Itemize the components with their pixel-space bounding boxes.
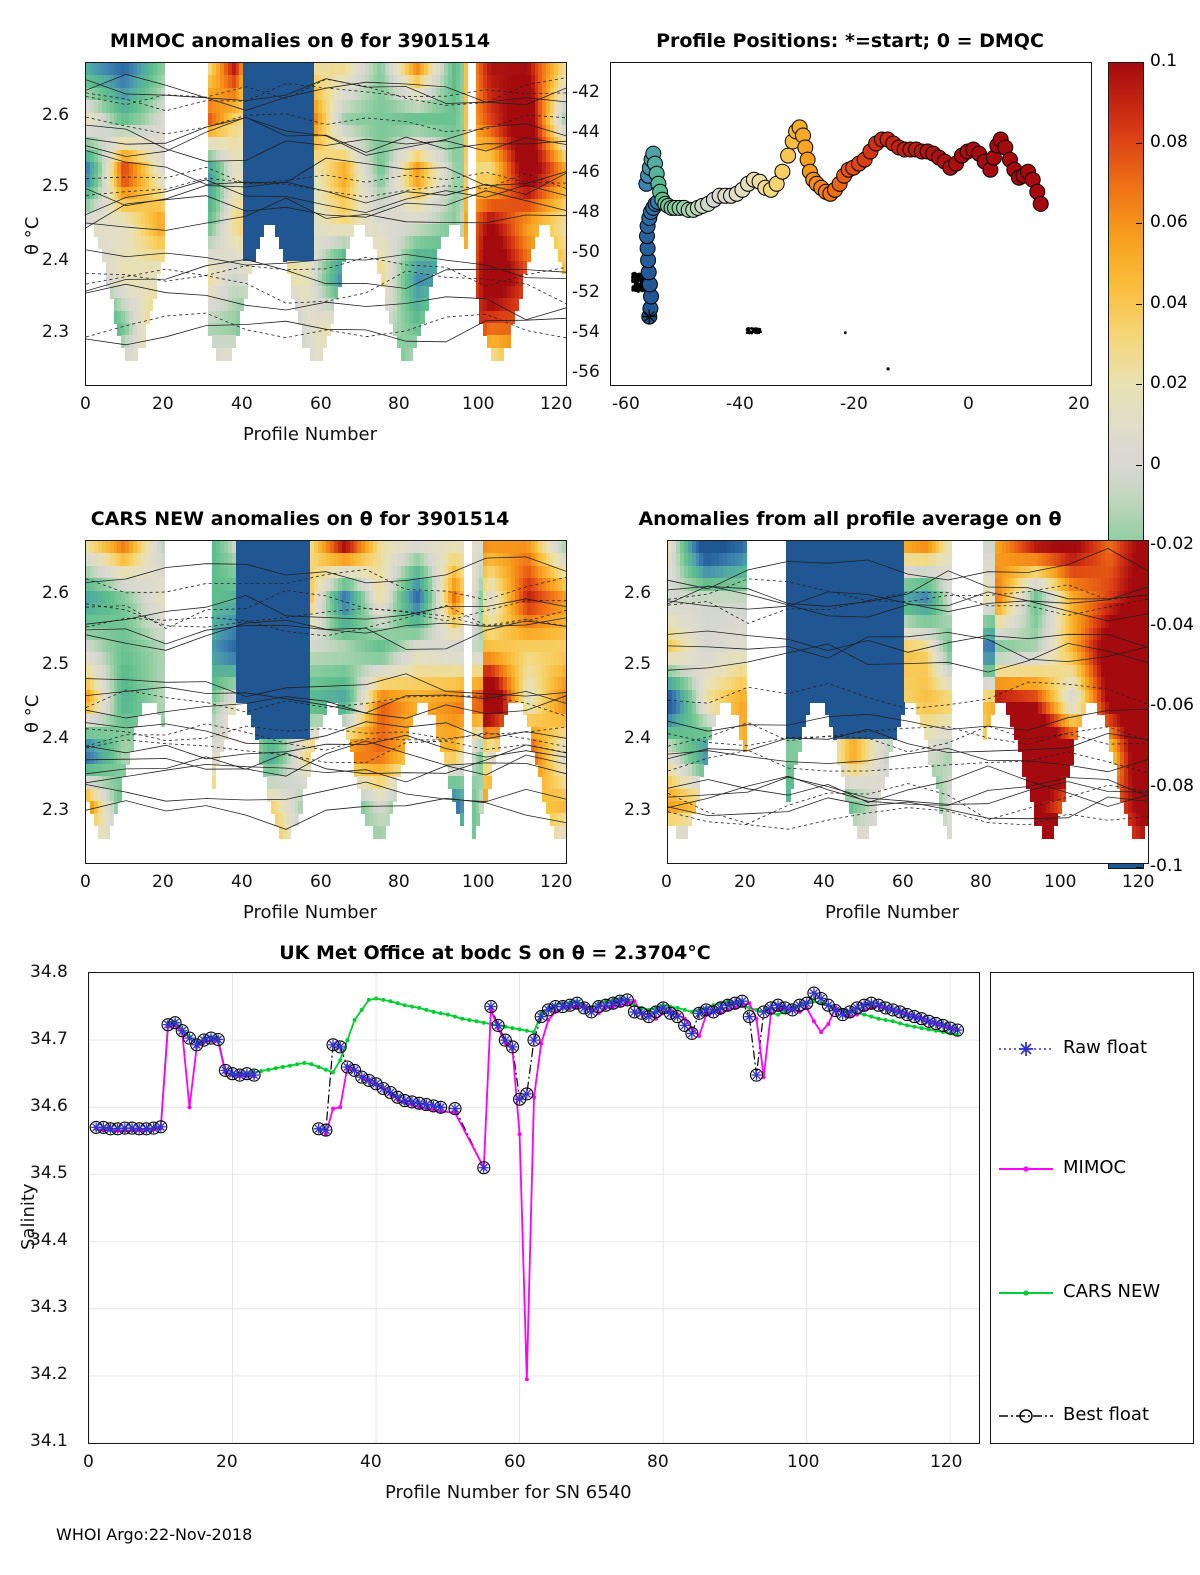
salinity-ytick-34.1: 34.1 — [30, 1431, 68, 1451]
colorbar-tick-9: -0.08 — [1150, 775, 1194, 796]
mimoc-ytick-2.5: 2.5 — [42, 176, 70, 196]
cars-xtick-100: 100 — [462, 872, 495, 892]
salinity-xtick-20: 20 — [216, 1452, 238, 1472]
legend-label-mimoc: MIMOC — [1063, 1157, 1127, 1178]
mimoc-title: MIMOC anomalies on θ for 3901514 — [109, 30, 491, 52]
positions-ytick--54: -54 — [572, 322, 600, 342]
mimoc-xtick-0: 0 — [80, 394, 91, 414]
mimoc-xtick-120: 120 — [540, 394, 573, 414]
colorbar-tick-0: 0.1 — [1150, 51, 1178, 71]
panel-salinity-timeseries — [0, 930, 1200, 1530]
cars-xtick-0: 0 — [80, 872, 91, 892]
positions-xtick--60: -60 — [612, 394, 640, 414]
mimoc-axes — [85, 62, 567, 386]
allprofile-ytick-2.3: 2.3 — [624, 800, 652, 820]
salinity-ytick-34.2: 34.2 — [30, 1364, 68, 1384]
allprofile-xlabel: Profile Number — [825, 902, 959, 923]
cars-xlabel: Profile Number — [243, 902, 377, 923]
salinity-xtick-80: 80 — [647, 1452, 669, 1472]
salinity-xtick-40: 40 — [360, 1452, 382, 1472]
cars-ytick-2.5: 2.5 — [42, 654, 70, 674]
colorbar-tick-3: 0.04 — [1150, 292, 1188, 313]
positions-ytick--50: -50 — [572, 242, 600, 262]
positions-xtick-20: 20 — [1068, 394, 1090, 414]
colorbar-tick-5: 0 — [1150, 453, 1161, 474]
positions-xtick--40: -40 — [726, 394, 754, 414]
allprofile-ytick-2.5: 2.5 — [624, 654, 652, 674]
mimoc-xlabel: Profile Number — [243, 424, 377, 445]
panel-all-profile-average — [600, 470, 1155, 940]
allprofile-title: Anomalies from all profile average on θ — [638, 508, 1062, 530]
mimoc-ytick-2.4: 2.4 — [42, 250, 70, 270]
positions-ytick--46: -46 — [572, 162, 600, 182]
positions-ytick--44: -44 — [572, 122, 600, 142]
positions-title: Profile Positions: *=start; 0 = DMQC — [656, 30, 1044, 52]
allprofile-xtick-40: 40 — [813, 872, 835, 892]
positions-ytick--42: -42 — [572, 82, 600, 102]
mimoc-ytick-2.3: 2.3 — [42, 322, 70, 342]
footer-credit: WHOI Argo:22-Nov-2018 — [56, 1525, 253, 1544]
salinity-ylabel: Salinity — [18, 1183, 39, 1250]
allprofile-axes — [667, 540, 1149, 864]
positions-ytick--52: -52 — [572, 282, 600, 302]
mimoc-ylabel: θ °C — [22, 216, 43, 255]
panel-mimoc-anomalies — [0, 0, 600, 470]
cars-ytick-2.6: 2.6 — [42, 583, 70, 603]
salinity-xtick-100: 100 — [787, 1452, 820, 1472]
allprofile-xtick-0: 0 — [661, 872, 672, 892]
mimoc-xtick-80: 80 — [388, 394, 410, 414]
positions-ytick--56: -56 — [572, 362, 600, 382]
cars-xtick-20: 20 — [152, 872, 174, 892]
mimoc-xtick-100: 100 — [462, 394, 495, 414]
legend-sample-best-float — [999, 1410, 1053, 1422]
cars-xtick-120: 120 — [540, 872, 573, 892]
legend-sample-cars-new — [999, 1290, 1053, 1295]
legend-sample-mimoc — [999, 1166, 1053, 1171]
salinity-title: UK Met Office at bodc S on θ = 2.3704°C — [279, 942, 711, 964]
colorbar-tick-1: 0.08 — [1150, 131, 1188, 152]
salinity-ytick-34.7: 34.7 — [30, 1029, 68, 1049]
salinity-ytick-34.6: 34.6 — [30, 1096, 68, 1116]
salinity-xlabel: Profile Number for SN 6540 — [385, 1482, 632, 1503]
allprofile-xtick-100: 100 — [1044, 872, 1077, 892]
salinity-ytick-34.4: 34.4 — [30, 1230, 68, 1250]
salinity-legend — [990, 972, 1194, 1444]
positions-ytick--48: -48 — [572, 202, 600, 222]
mimoc-xtick-40: 40 — [231, 394, 253, 414]
salinity-ytick-34.5: 34.5 — [30, 1163, 68, 1183]
cars-ytick-2.3: 2.3 — [42, 800, 70, 820]
legend-sample-raw-float — [999, 1042, 1053, 1056]
cars-ylabel: θ °C — [22, 694, 43, 733]
positions-xtick-0: 0 — [963, 394, 974, 414]
colorbar-tick-10: -0.1 — [1150, 856, 1184, 876]
colorbar-tickmark-2 — [1136, 223, 1142, 224]
salinity-ytick-34.8: 34.8 — [30, 962, 68, 982]
allprofile-xtick-20: 20 — [734, 872, 756, 892]
allprofile-xtick-120: 120 — [1122, 872, 1155, 892]
legend-label-raw-float: Raw float — [1063, 1037, 1148, 1058]
salinity-xtick-0: 0 — [83, 1452, 94, 1472]
allprofile-xtick-60: 60 — [892, 872, 914, 892]
positions-xtick--20: -20 — [840, 394, 868, 414]
colorbar-tickmark-1 — [1136, 143, 1142, 144]
mimoc-xtick-60: 60 — [310, 394, 332, 414]
salinity-xtick-120: 120 — [930, 1452, 963, 1472]
colorbar-tick-6: -0.02 — [1150, 534, 1194, 554]
allprofile-ytick-2.6: 2.6 — [624, 583, 652, 603]
salinity-axes — [88, 972, 980, 1444]
mimoc-ytick-2.6: 2.6 — [42, 105, 70, 125]
colorbar-tickmark-10 — [1136, 867, 1142, 868]
panel-profile-positions — [572, 0, 1100, 470]
colorbar-tick-2: 0.06 — [1150, 212, 1188, 232]
colorbar-tick-7: -0.04 — [1150, 614, 1194, 635]
allprofile-xtick-80: 80 — [970, 872, 992, 892]
panel-cars-new-anomalies — [0, 470, 600, 940]
colorbar-tickmark-5 — [1136, 465, 1142, 466]
cars-xtick-60: 60 — [310, 872, 332, 892]
salinity-ytick-34.3: 34.3 — [30, 1297, 68, 1317]
cars-title: CARS NEW anomalies on θ for 3901514 — [90, 508, 510, 530]
cars-xtick-80: 80 — [388, 872, 410, 892]
cars-ytick-2.4: 2.4 — [42, 728, 70, 748]
colorbar-tickmark-4 — [1136, 384, 1142, 385]
cars-axes — [85, 540, 567, 864]
colorbar-tickmark-0 — [1136, 62, 1142, 63]
mimoc-xtick-20: 20 — [152, 394, 174, 414]
colorbar-tickmark-3 — [1136, 304, 1142, 305]
positions-axes — [610, 62, 1092, 386]
salinity-xtick-60: 60 — [504, 1452, 526, 1472]
allprofile-ytick-2.4: 2.4 — [624, 728, 652, 748]
cars-xtick-40: 40 — [231, 872, 253, 892]
legend-label-best-float: Best float — [1063, 1404, 1150, 1425]
colorbar-tick-4: 0.02 — [1150, 373, 1188, 393]
colorbar-tick-8: -0.06 — [1150, 695, 1194, 715]
legend-label-cars-new: CARS NEW — [1063, 1281, 1161, 1302]
